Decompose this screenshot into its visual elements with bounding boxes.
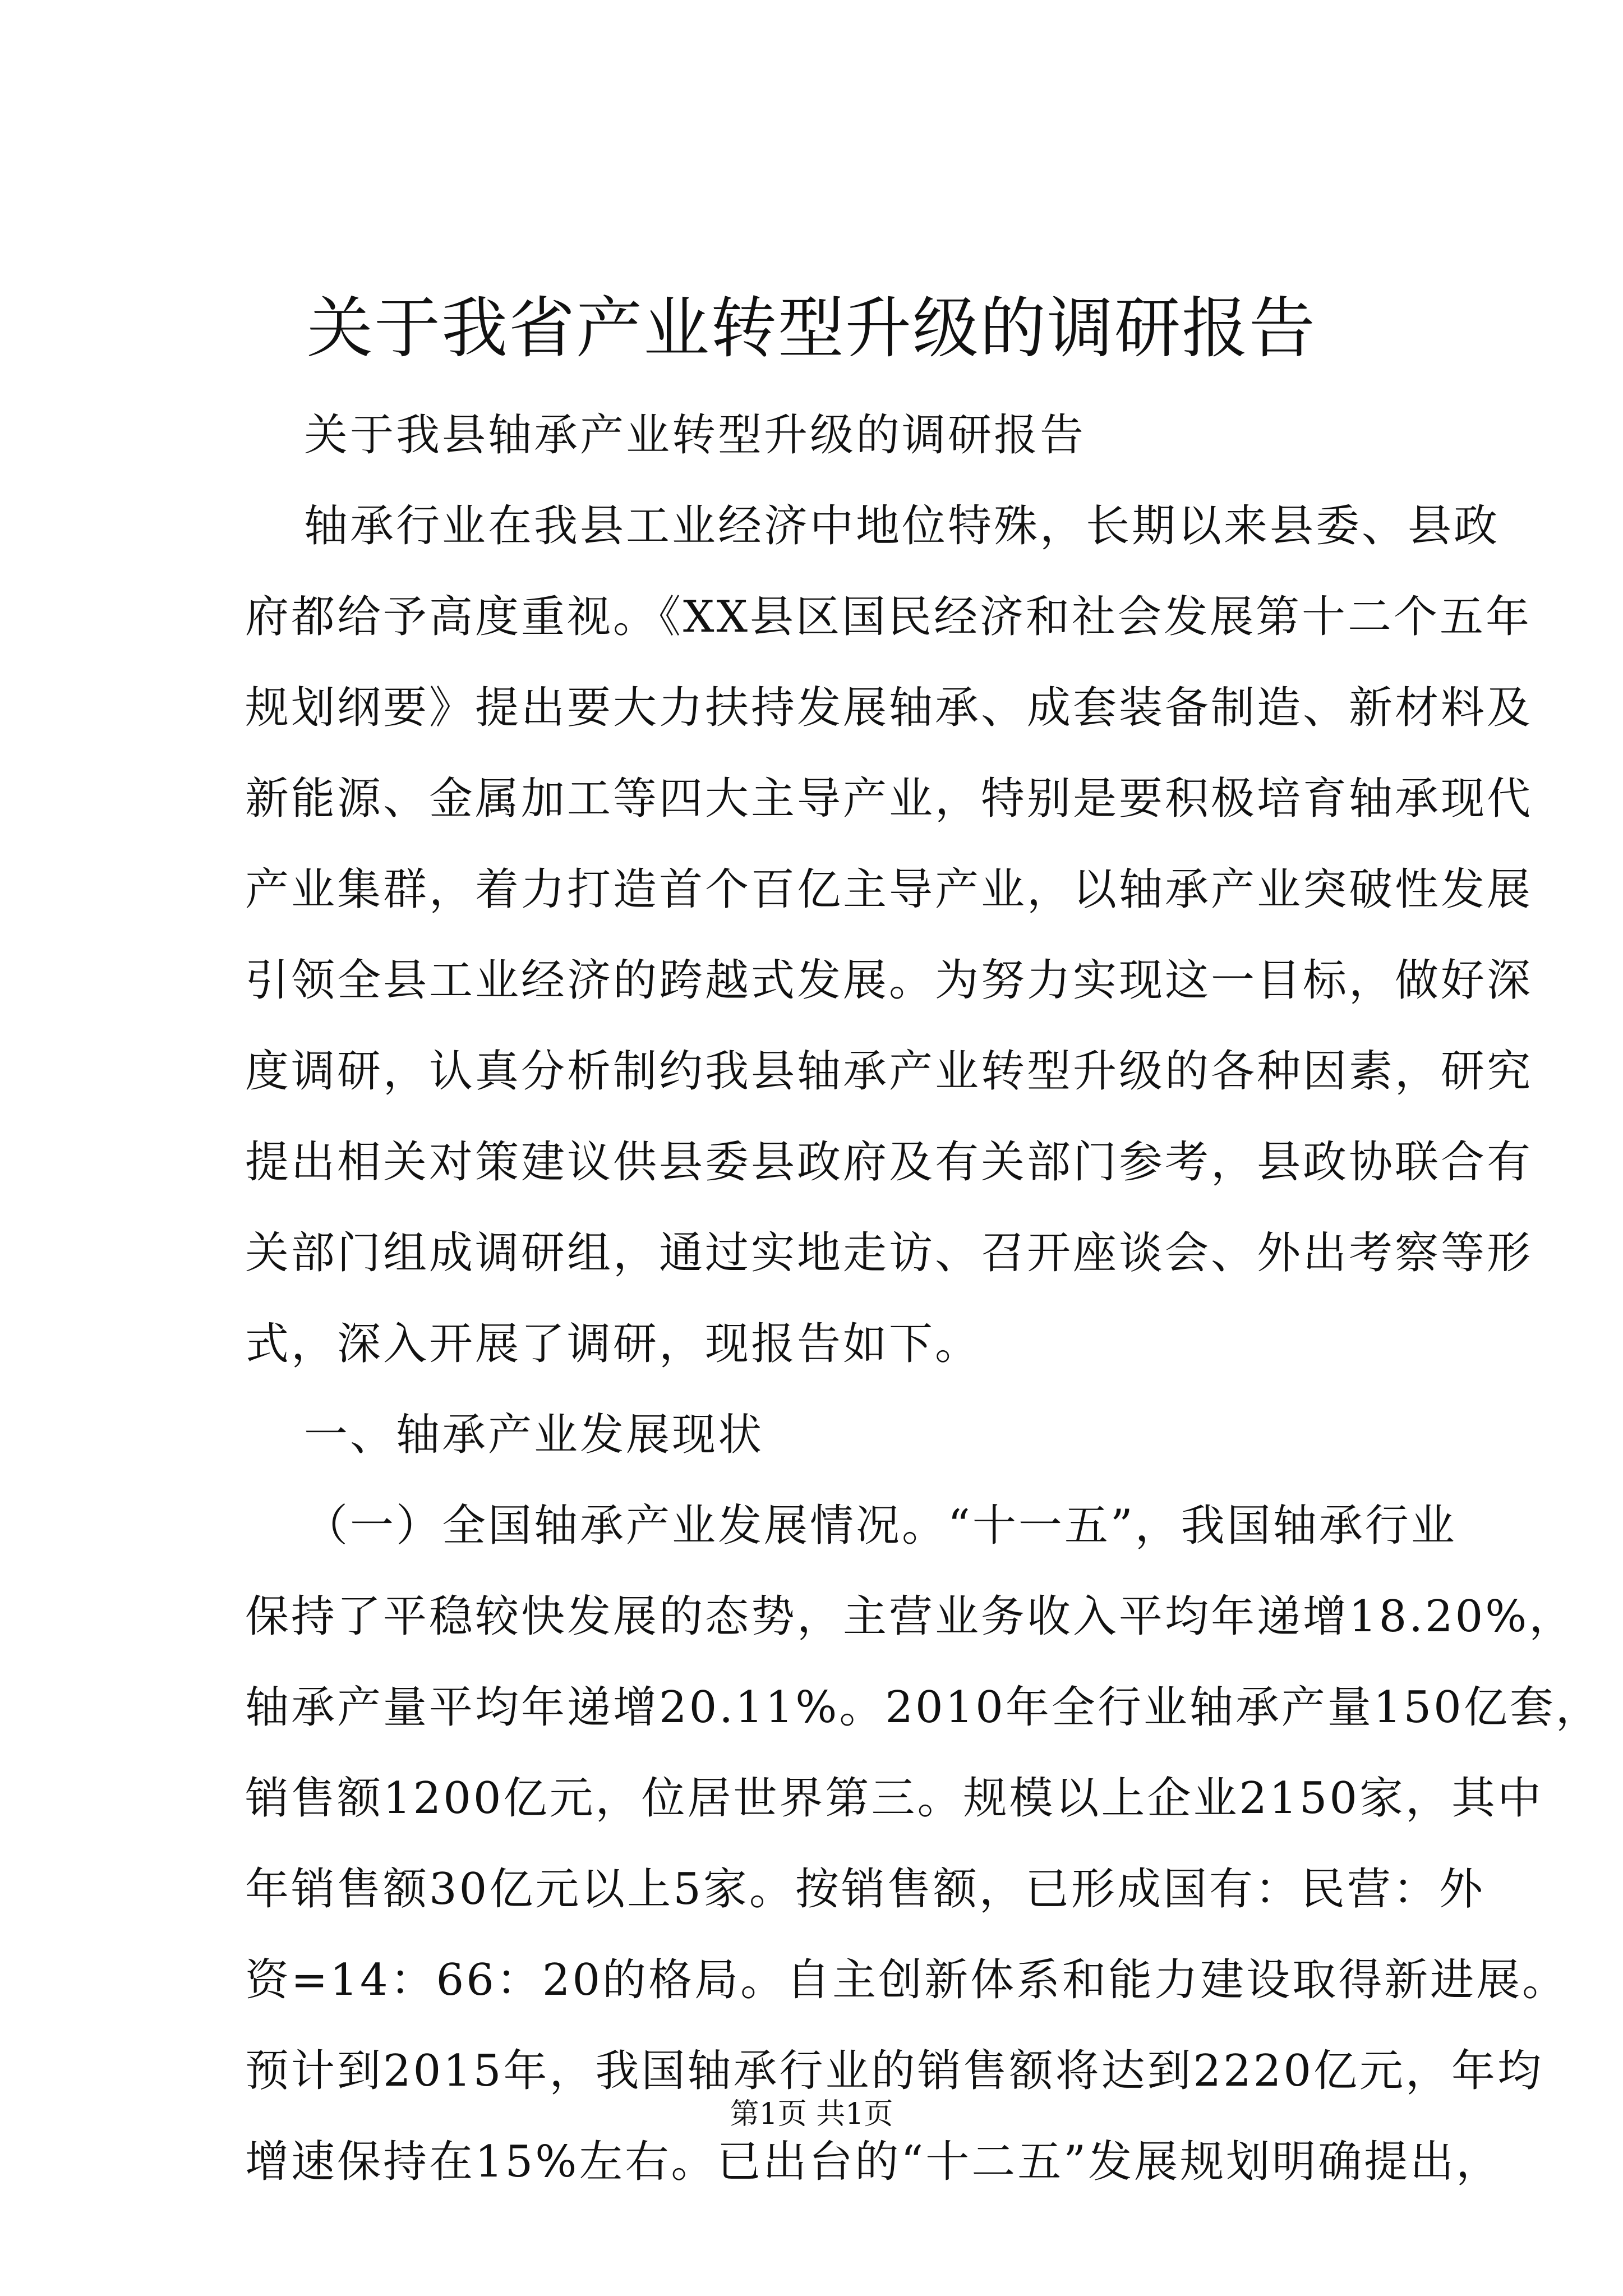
text-line: 保持了平稳较快发展的态势，主营业务收入平均年递增18.20%，	[245, 1591, 1575, 1642]
document-body	[245, 390, 1602, 2207]
text-line: 新能源、金属加工等四大主导产业，特别是要积极培育轴承现代	[245, 774, 1533, 824]
text-line: 增速保持在15%左右。已出台的“十二五”发展规划明确提出，	[245, 2137, 1502, 2187]
text-line: 引领全县工业经济的跨越式发展。为努力实现这一目标，做好深	[245, 955, 1533, 1006]
text-line: 轴承行业在我县工业经济中地位特殊，长期以来县委、县政	[304, 501, 1500, 551]
text-line: （一）全国轴承产业发展情况。“十一五”，我国轴承行业	[304, 1501, 1457, 1551]
text-line: 年销售额30亿元以上5家。按销售额，已形成国有：民营：外	[245, 1864, 1485, 1915]
text-line: 府都给予高度重视。《XX县区国民经济和社会发展第十二个五年	[245, 592, 1532, 642]
text-line: 轴承产量平均年递增20.11%。2010年全行业轴承产量150亿套，	[245, 1682, 1602, 1733]
text-line: 度调研，认真分析制约我县轴承产业转型升级的各种因素，研究	[245, 1046, 1533, 1097]
document-title: 关于我省产业转型升级的调研报告	[306, 289, 1316, 367]
text-line: 关于我县轴承产业转型升级的调研报告	[304, 410, 1086, 461]
text-line: 关部门组成调研组，通过实地走访、召开座谈会、外出考察等形	[245, 1228, 1533, 1278]
text-line: 产业集群，着力打造首个百亿主导产业，以轴承产业突破性发展	[245, 864, 1533, 915]
text-line: 销售额1200亿元，位居世界第三。规模以上企业2150家，其中	[245, 1773, 1544, 1824]
text-line: 规划纲要》提出要大力扶持发展轴承、成套装备制造、新材料及	[245, 683, 1533, 733]
text-line: 一、轴承产业发展现状	[304, 1410, 764, 1460]
text-line: 资=14：66：20的格局。自主创新体系和能力建设取得新进展。	[245, 1955, 1569, 2005]
text-line: 预计到2015年，我国轴承行业的销售额将达到2220亿元，年均	[245, 2046, 1544, 2096]
page-footer: 第1页 共1页	[730, 2097, 893, 2131]
text-line: 提出相关对策建议供县委县政府及有关部门参考，县政协联合有	[245, 1137, 1533, 1188]
text-line: 式，深入开展了调研，现报告如下。	[245, 1319, 981, 1369]
